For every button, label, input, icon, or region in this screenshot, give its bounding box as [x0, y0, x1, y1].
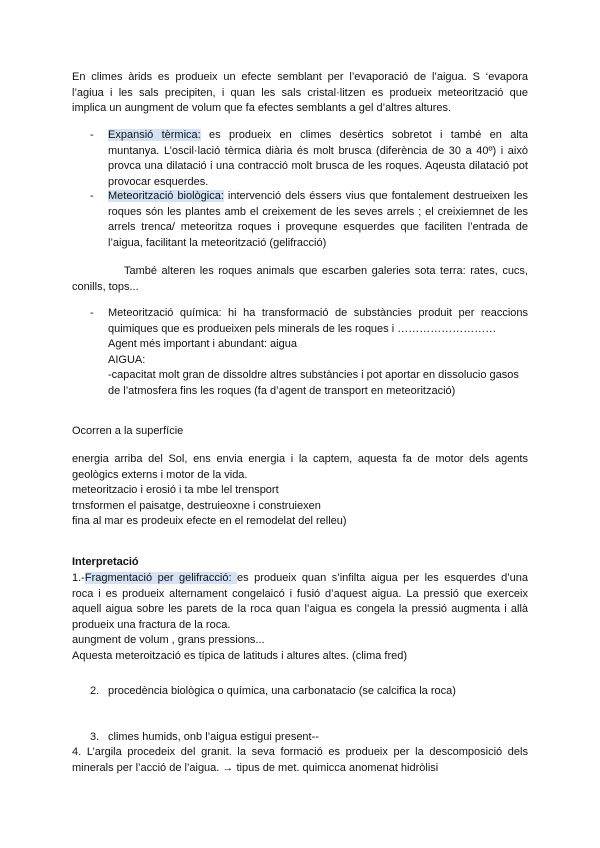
text-segment: AIGUA:	[108, 353, 146, 366]
text-line	[72, 514, 528, 530]
text-line	[72, 649, 528, 665]
text-line	[72, 101, 528, 117]
text-segment: geològics externs i motor de la vida.	[72, 468, 248, 481]
text-line	[72, 264, 528, 280]
list-marker: -	[90, 129, 94, 141]
text-segment: trnsformen el paisatge, destruieoxne i construiexen	[72, 499, 321, 512]
text-segment: provocar esquerdes.	[108, 175, 209, 188]
text-line	[108, 337, 528, 353]
text-line	[108, 322, 528, 338]
paragraph-gelifraction	[72, 571, 528, 665]
text-line	[108, 159, 528, 175]
text-line	[108, 220, 528, 236]
highlighted-term: Meteorització biològica:	[108, 190, 224, 202]
list-item-2	[90, 684, 528, 700]
text-segment: minerals per l’acció de l’aigua. → tipus de met. quimicca anomenat hidròlisi	[72, 761, 439, 774]
highlighted-term: Expansió tèrmica:	[108, 129, 201, 141]
text-segment: es produeix quan s’infilta aigua per les esquerdes d’una	[237, 572, 528, 584]
text-segment: intervenció dels éssers vius que fontalement destrueixen les	[223, 190, 528, 202]
text-segment: Agent més important i abundant: aigua	[108, 338, 297, 351]
list-marker: -	[90, 190, 94, 202]
text-segment: -capacitat molt gran de dissoldre altres substàncies i pot aportar en dissolucio gasos	[108, 369, 519, 382]
text-segment: 1.-	[72, 572, 85, 584]
paragraph-surface	[72, 424, 528, 440]
text-line	[108, 684, 528, 700]
highlighted-term: Fragmentació per gelifracció:	[84, 572, 238, 584]
section-heading: Interpretació	[72, 556, 139, 568]
bullet-chemical-weathering	[90, 306, 528, 400]
text-line	[108, 236, 528, 252]
text-segment: Ocorren a la superfície	[72, 425, 184, 437]
text-segment: procedència biològica o química, una carbonatacio (se calcifica la roca)	[108, 685, 456, 697]
text-line	[72, 280, 528, 296]
paragraph-arid-climates	[72, 70, 528, 117]
paragraph-animals	[72, 264, 528, 295]
text-line	[72, 633, 528, 649]
text-segment: En climes àrids es produeix un efecte semblant per l’evaporació de l’aigua. S ‘evapora	[72, 71, 528, 83]
text-segment: roques són les plantes amb el creixement de les seves arrels ; el creixiemnet de les	[108, 205, 528, 218]
text-segment: Aquesta meteroització es típica de latituds i altures altes. (clima fred)	[72, 649, 408, 662]
list-marker: 3.	[90, 731, 100, 743]
text-segment: climes humids, onb l’aigua estigui present--	[108, 731, 319, 743]
bullet-biological-weathering	[90, 189, 528, 251]
text-line	[72, 86, 528, 102]
text-line	[72, 499, 528, 515]
text-line	[108, 205, 528, 221]
text-segment: conills, tops...	[72, 280, 139, 293]
text-segment: Meteorització química: hi ha transformació de substàncies produit per reaccions	[108, 307, 528, 319]
text-line	[108, 384, 528, 400]
text-segment: aungment de volum , grans pressions...	[72, 634, 265, 647]
list-item-3	[90, 730, 528, 746]
text-line	[72, 745, 528, 761]
text-line	[72, 761, 528, 777]
bullet-thermal-expansion	[90, 128, 528, 190]
text-line	[108, 353, 528, 369]
text-segment: També alteren les roques animals que escarben galeries sota terra: rates, cucs,	[124, 265, 528, 277]
text-line	[72, 468, 528, 484]
text-line	[108, 128, 528, 144]
text-segment: implica un aungment de volum que fa efectes semblants a gel d’altres altures.	[72, 102, 452, 115]
text-line	[108, 306, 528, 322]
text-segment: es produeix en climes desèrtics sobretot i també en alta	[200, 129, 528, 141]
text-line	[72, 483, 528, 499]
text-line	[108, 189, 528, 205]
text-line	[72, 587, 528, 603]
text-segment: fina al mar es prodeuix efecte en el remodelat del relleu)	[72, 515, 347, 528]
text-line	[72, 424, 528, 440]
text-line	[72, 452, 528, 468]
text-segment: roca i es produeix alternament congelaicó i fusió d’aquest aigua. La pressió que exerceix	[72, 587, 528, 600]
text-line	[108, 144, 528, 160]
text-line	[108, 368, 528, 384]
text-segment: energia arriba del Sol, ens envia energia i la captem, aquesta fa de motor dels agents	[72, 453, 528, 465]
text-segment: produeix una fractura de la roca.	[72, 618, 231, 631]
text-segment: l’agiua i les sals precipiten, i quan les sals cristal·litzen es produeix meteorització que	[72, 86, 528, 99]
text-segment: l’aigua, facilitant la meteorització (gelifracció)	[108, 236, 327, 249]
list-marker: 2.	[90, 685, 100, 697]
text-line	[72, 618, 528, 634]
paragraph-energy	[72, 452, 528, 530]
text-line	[108, 730, 528, 746]
text-segment: quimiques que es produeixen pels minerals de les roques i ………………………	[108, 322, 497, 335]
text-segment: de l’atmosfera fins les roques (fa d’agent de transport en meteorització)	[108, 384, 456, 397]
paragraph-clay	[72, 745, 528, 776]
text-line	[72, 70, 528, 86]
text-line	[72, 571, 528, 587]
text-line	[72, 602, 528, 618]
text-segment: 4. L’argila procedeix del granit. la seva formació es produeix per la descomposició dels	[72, 746, 528, 758]
text-segment: meteoritzacio i erosió i ta mbe lel trensport	[72, 484, 279, 497]
text-segment: muntanya. L’oscil·lació tèrmica diària és molt brusca (diferència de 30 a 40º) i això	[108, 144, 528, 157]
text-segment: arrels trenca/ meteoritza roques i provequne esquerdes que faciliten l’entrada de	[108, 221, 528, 234]
list-marker: -	[90, 307, 94, 319]
text-segment: aquell aigua sobre les parets de la roca quan l’aigua es congela la pressió augmenta i allà	[72, 603, 528, 616]
text-segment: provca una dilatació i una contracció molt brusca de les roques. Aqeusta dilatació pot	[108, 160, 528, 173]
